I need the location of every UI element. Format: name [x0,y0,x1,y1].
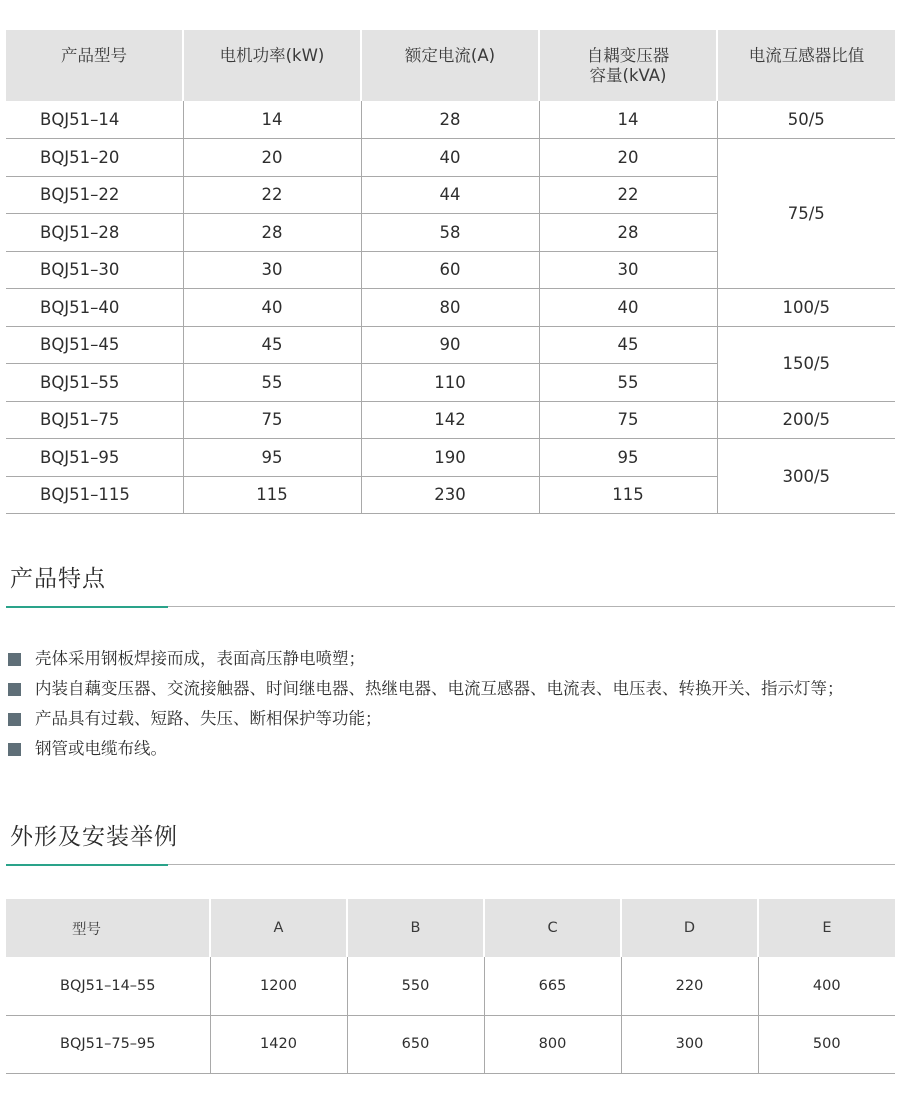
table-row [6,401,895,439]
spec-capacity: 45 [539,326,717,364]
spec-capacity: 28 [539,214,717,252]
dim-header-b: B [347,899,484,957]
spec-power: 75 [183,401,361,439]
install-title: 外形及安装举例 [10,824,178,850]
spec-power: 45 [183,326,361,364]
spec-header-row [6,30,895,101]
header-ratio: 电流互感器比值 [717,30,895,101]
spec-model: BQJ51–45 [6,326,183,364]
spec-model: BQJ51–14 [6,101,183,139]
spec-table [6,30,895,514]
table-row [6,101,895,139]
spec-current: 110 [361,364,539,402]
spec-power: 14 [183,101,361,139]
header-current: 额定电流(A) [361,30,539,101]
spec-ratio: 75/5 [717,139,895,289]
spec-model: BQJ51–28 [6,214,183,252]
spec-power: 20 [183,139,361,177]
spec-capacity: 55 [539,364,717,402]
dim-header-e: E [758,899,895,957]
spec-capacity: 40 [539,289,717,327]
spec-capacity: 20 [539,139,717,177]
spec-power: 22 [183,176,361,214]
install-accent-bar [6,864,168,866]
dim-header-d: D [621,899,758,957]
spec-ratio: 100/5 [717,289,895,327]
spec-current: 190 [361,439,539,477]
dim-header-c: C [484,899,621,957]
dim-c: 665 [484,957,621,1015]
spec-model: BQJ51–30 [6,251,183,289]
feature-text: 钢管或电缆布线。 [35,739,167,758]
square-bullet-icon [8,653,21,666]
feature-item [8,674,898,704]
spec-model: BQJ51–115 [6,476,183,514]
spec-current: 58 [361,214,539,252]
spec-model: BQJ51–20 [6,139,183,177]
dim-c: 800 [484,1015,621,1073]
header-power: 电机功率(kW) [183,30,361,101]
feature-text: 壳体采用钢板焊接而成，表面高压静电喷塑； [35,649,365,668]
dim-model: BQJ51–75–95 [6,1015,210,1073]
spec-model: BQJ51–55 [6,364,183,402]
table-row [6,1015,895,1073]
table-row [6,439,895,477]
spec-capacity: 75 [539,401,717,439]
feature-item [8,734,898,764]
spec-ratio: 150/5 [717,326,895,401]
table-row [6,289,895,327]
dim-model: BQJ51–14–55 [6,957,210,1015]
header-capacity: 自耦变压器 容量(kVA) [539,30,717,101]
dim-header-row [6,899,895,957]
dim-d: 220 [621,957,758,1015]
dim-header-model: 型号 [6,899,210,957]
spec-current: 230 [361,476,539,514]
spec-capacity: 95 [539,439,717,477]
spec-power: 55 [183,364,361,402]
table-row [6,957,895,1015]
spec-power: 40 [183,289,361,327]
spec-power: 28 [183,214,361,252]
square-bullet-icon [8,683,21,696]
dim-b: 550 [347,957,484,1015]
spec-power: 95 [183,439,361,477]
spec-current: 142 [361,401,539,439]
spec-current: 60 [361,251,539,289]
spec-current: 40 [361,139,539,177]
header-model: 产品型号 [6,30,183,101]
dim-header-a: A [210,899,347,957]
feature-text: 产品具有过载、短路、失压、断相保护等功能； [35,709,382,728]
spec-capacity: 115 [539,476,717,514]
dim-a: 1420 [210,1015,347,1073]
features-list [8,644,898,764]
spec-model: BQJ51–95 [6,439,183,477]
spec-model: BQJ51–75 [6,401,183,439]
spec-capacity: 14 [539,101,717,139]
spec-capacity: 22 [539,176,717,214]
spec-model: BQJ51–22 [6,176,183,214]
spec-power: 30 [183,251,361,289]
spec-ratio: 50/5 [717,101,895,139]
spec-power: 115 [183,476,361,514]
spec-capacity: 30 [539,251,717,289]
table-row [6,326,895,364]
feature-item [8,704,898,734]
table-row [6,139,895,177]
feature-item [8,644,898,674]
features-title: 产品特点 [10,566,106,592]
dim-d: 300 [621,1015,758,1073]
spec-ratio: 200/5 [717,401,895,439]
features-accent-bar [6,606,168,608]
square-bullet-icon [8,713,21,726]
square-bullet-icon [8,743,21,756]
spec-model: BQJ51–40 [6,289,183,327]
spec-current: 44 [361,176,539,214]
dim-e: 500 [758,1015,895,1073]
dim-a: 1200 [210,957,347,1015]
spec-current: 90 [361,326,539,364]
spec-ratio: 300/5 [717,439,895,514]
spec-current: 28 [361,101,539,139]
dim-e: 400 [758,957,895,1015]
spec-current: 80 [361,289,539,327]
feature-text: 内装自藕变压器、交流接触器、时间继电器、热继电器、电流互感器、电流表、电压表、转换开关、指示灯等； [35,679,844,698]
dimension-table [6,899,895,1074]
dim-b: 650 [347,1015,484,1073]
